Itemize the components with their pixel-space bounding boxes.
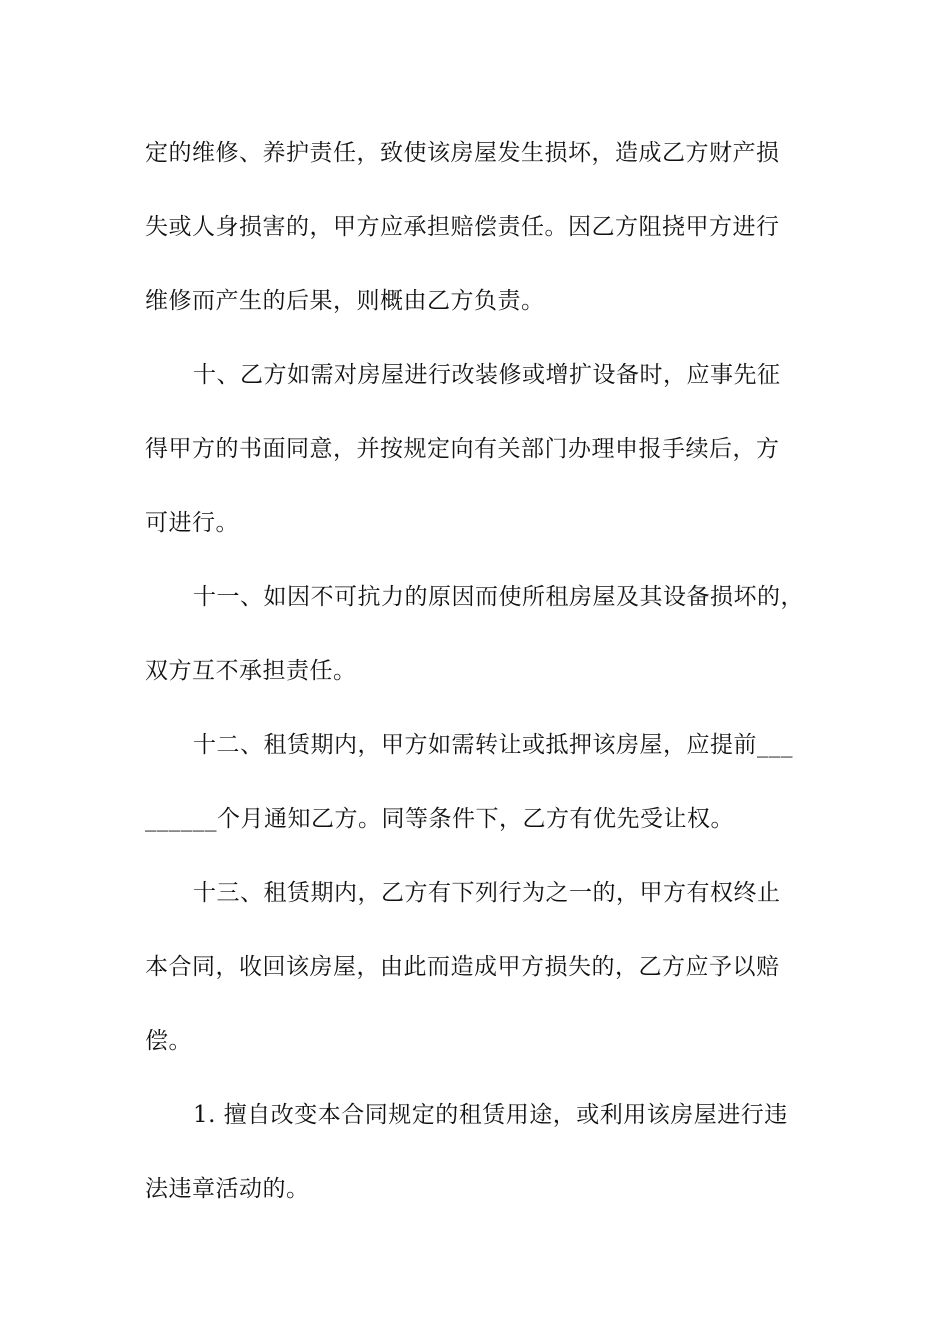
text-line-1: 定的维修、养护责任，致使该房屋发生损坏，造成乙方财产损: [145, 140, 780, 166]
clause-13-line-1: 十三、租赁期内，乙方有下列行为之一的，甲方有权终止: [193, 880, 781, 906]
text-line-3: 维修而产生的后果，则概由乙方负责。: [145, 288, 545, 314]
clause-10-line-1: 十、乙方如需对房屋进行改装修或增扩设备时，应事先征: [193, 362, 781, 388]
clause-13-line-3: 偿。: [145, 1028, 192, 1054]
document-body: [145, 128, 810, 1238]
clause-11-line-2: 双方互不承担责任。: [145, 658, 357, 684]
clause-12-line-1: 十二、租赁期内，甲方如需转让或抵押该房屋，应提前___: [193, 732, 793, 758]
clause-12-line-2: ______个月通知乙方。同等条件下，乙方有优先受让权。: [145, 806, 734, 832]
clause-10-line-2: 得甲方的书面同意，并按规定向有关部门办理申报手续后，方: [145, 436, 780, 462]
item-1-line-2: 法违章活动的。: [145, 1176, 310, 1202]
clause-11-line-1: 十一、如因不可抗力的原因而使所租房屋及其设备损坏的，: [193, 584, 804, 610]
text-line-2: 失或人身损害的，甲方应承担赔偿责任。因乙方阻挠甲方进行: [145, 214, 780, 240]
item-1-line-1: 1. 擅自改变本合同规定的租赁用途，或利用该房屋进行违: [193, 1102, 788, 1128]
clause-13-line-2: 本合同，收回该房屋，由此而造成甲方损失的，乙方应予以赔: [145, 954, 780, 980]
clause-10-line-3: 可进行。: [145, 510, 239, 536]
